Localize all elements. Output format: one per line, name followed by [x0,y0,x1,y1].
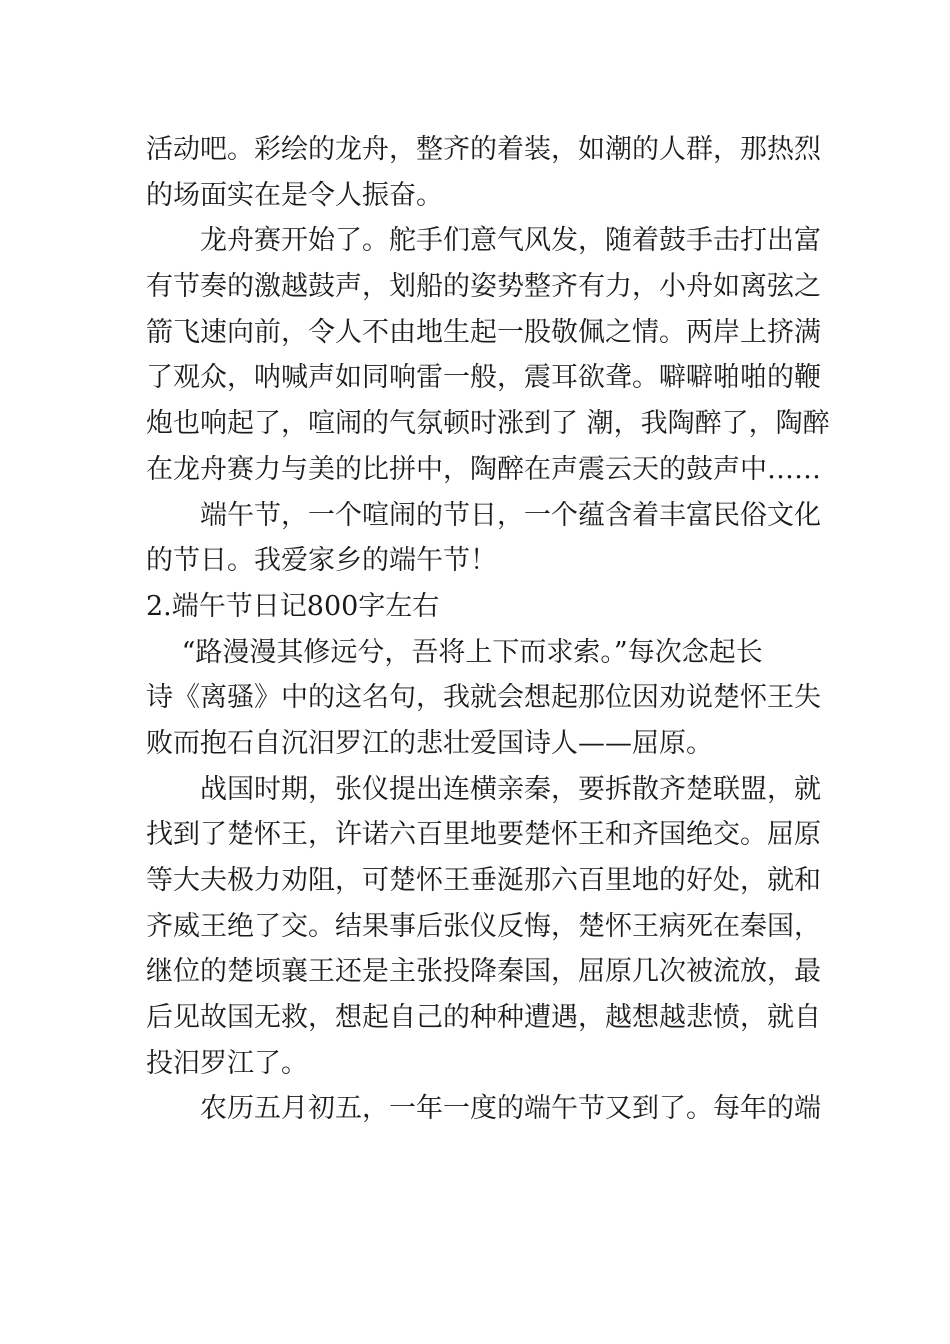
text-line: 了观众，呐喊声如同响雷一般，震耳欲聋。噼噼啪啪的鞭 [146,362,821,394]
paragraph-6 [146,1086,821,1132]
paragraph-4 [146,630,821,767]
text-line: 战国时期，张仪提出连横亲秦，要拆散齐楚联盟，就 [146,773,821,805]
document-body [146,127,830,1132]
text-line: 败而抱石自沉汨罗江的悲壮爱国诗人——屈原。 [146,727,713,759]
text-line: 投汨罗江了。 [146,1047,308,1079]
text-line: 活动吧。彩绘的龙舟，整齐的着装，如潮的人群，那热烈 [146,134,821,165]
text-line: 的节日。我爱家乡的端午节！ [146,545,497,577]
text-line: 找到了楚怀王，许诺六百里地要楚怀王和齐国绝交。屈原 [146,819,821,851]
text-line: 有节奏的激越鼓声，划船的姿势整齐有力，小舟如离弦之 [146,271,821,303]
text-line: 端午节，一个喧闹的节日，一个蕴含着丰富民俗文化 [146,499,821,531]
text-line: 齐威王绝了交。结果事后张仪反悔，楚怀王病死在秦国， [146,910,821,942]
paragraph-2 [146,218,830,492]
paragraph-5 [146,767,821,1087]
text-line: 等大夫极力劝阻，可楚怀王垂涎那六百里地的好处，就和 [146,865,821,896]
text-line: 在龙舟赛力与美的比拼中，陶醉在声震云天的鼓声中…… [146,453,821,485]
text-line: 后见故国无救，想起自己的种种遭遇，越想越悲愤，就自 [146,1002,821,1034]
text-line: 龙舟赛开始了。舵手们意气风发，随着鼓手击打出富 [146,225,821,257]
paragraph-1 [146,127,821,218]
text-line: 继位的楚顷襄王还是主张投降秦国，屈原几次被流放，最 [146,956,821,988]
text-line: 箭飞速向前，令人不由地生起一股敬佩之情。两岸上挤满 [146,316,821,348]
text-line: 的场面实在是令人振奋。 [146,179,443,211]
section-heading: 2.端午节日记800字左右 [146,590,440,622]
paragraph-3 [146,493,821,584]
text-line: 农历五月初五，一年一度的端午节又到了。每年的端 [146,1093,821,1125]
text-line: “路漫漫其修远兮，吾将上下而求索。”每次念起长 [146,636,763,668]
text-line: 炮也响起了，喧闹的气氛顿时涨到了 潮，我陶醉了，陶醉 [146,408,830,440]
text-line: 诗《离骚》中的这名句，我就会想起那位因劝说楚怀王失 [146,682,821,714]
